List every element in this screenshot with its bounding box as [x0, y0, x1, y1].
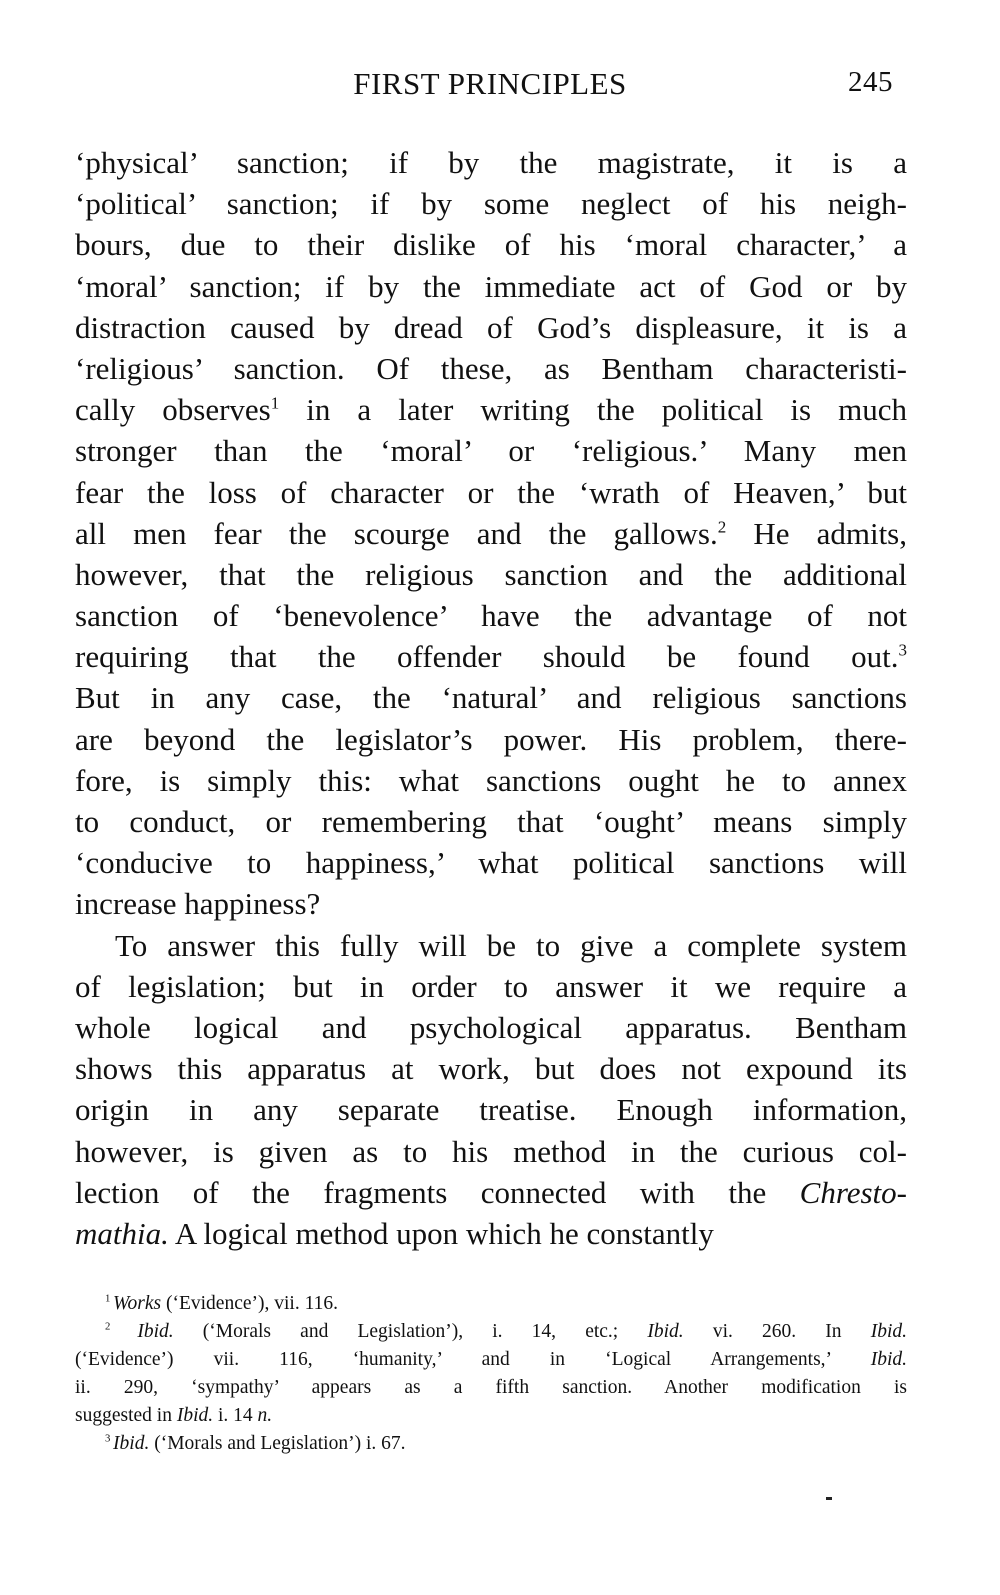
text-line: [75, 801, 907, 842]
text-segment: in a later writing the political is much: [279, 392, 907, 428]
text-segment: fear the loss of character or the ‘wrath of Heaven,’ but: [75, 474, 907, 510]
text-segment: (‘Evidence’) vii. 116, ‘humanity,’ and in ‘Logical Arrangements,’: [75, 1349, 871, 1370]
footnote-line: [75, 1346, 907, 1374]
text-segment: however, that the religious sanction and the additional: [75, 556, 907, 592]
text-segment: Ibid.: [113, 1433, 150, 1454]
text-line: [75, 925, 907, 966]
text-segment: requiring that the offender should be found out.: [75, 639, 899, 675]
text-segment: Ibid.: [870, 1321, 907, 1342]
text-segment: (‘Morals and Legislation’), i. 14, etc.;: [173, 1321, 648, 1342]
text-line: [75, 554, 907, 595]
text-segment: Works: [113, 1293, 162, 1314]
text-segment: however, is given as to his method in the curious col-: [75, 1133, 907, 1169]
text-segment: ‘political’ sanction; if by some neglect of his neigh-: [75, 186, 907, 222]
text-line: [75, 636, 907, 677]
text-line: [75, 966, 907, 1007]
text-line: [75, 266, 907, 307]
text-segment: ‘physical’ sanction; if by the magistrate, it is a: [75, 145, 907, 180]
text-segment: ii. 290, ‘sympathy’ appears as a fifth sanction. Another modification is: [75, 1377, 907, 1398]
text-line: [75, 307, 907, 348]
text-line: [75, 595, 907, 636]
text-segment: lection of the fragments connected with the: [75, 1174, 800, 1210]
text-segment: cally observes: [75, 392, 271, 428]
text-segment: To answer this fully will be to give a complete system: [115, 927, 907, 963]
text-segment: vi. 260. In: [683, 1321, 871, 1342]
footnote-line: [75, 1430, 907, 1458]
text-line: [75, 1172, 907, 1213]
text-segment: Ibid.: [176, 1405, 214, 1426]
text-segment: ‘moral’ sanction; if by the immediate act of God or by: [75, 268, 907, 304]
body-text: [75, 142, 907, 1254]
text-line: [75, 389, 907, 430]
text-segment: Ibid.: [137, 1321, 174, 1342]
text-segment: all men fear the scourge and the gallows.: [75, 515, 718, 551]
text-segment: Ibid.: [870, 1349, 907, 1370]
text-segment: stronger than the ‘moral’ or ‘religious.’ Many men: [75, 433, 907, 469]
text-line: [75, 348, 907, 389]
text-segment: fore, is simply this: what sanctions ought he to annex: [75, 762, 907, 798]
note-marker: 2: [717, 517, 727, 537]
text-line: [75, 224, 907, 265]
note-marker: 3: [105, 1432, 114, 1445]
text-line: [75, 677, 907, 718]
text-segment: suggested in: [75, 1405, 177, 1426]
text-line: [75, 430, 907, 471]
text-line: [75, 1131, 907, 1172]
text-segment: Ibid.: [647, 1321, 684, 1342]
text-segment: i. 14: [213, 1405, 258, 1426]
text-line: [75, 1213, 907, 1254]
text-segment: distraction caused by dread of God’s displeasure, it is a: [75, 309, 907, 345]
running-header-title: FIRST PRINCIPLES: [353, 66, 627, 101]
text-line: [75, 1048, 907, 1089]
footnote-line: [75, 1402, 907, 1430]
footnote-line: [75, 1290, 907, 1318]
text-line: [75, 472, 907, 513]
text-line: [75, 1089, 907, 1130]
text-line: [75, 513, 907, 554]
text-segment: A logical method upon which he constantly: [168, 1215, 714, 1251]
text-line: [75, 760, 907, 801]
text-segment: of legislation; but in order to answer it we require a: [75, 968, 907, 1004]
scan-mark: [826, 1497, 832, 1500]
text-segment: (‘Evidence’), vii. 116.: [161, 1293, 338, 1314]
text-segment: are beyond the legislator’s power. His problem, there-: [75, 721, 907, 757]
text-line: [75, 719, 907, 760]
text-line: [75, 142, 907, 183]
note-marker: 1: [270, 393, 280, 413]
footnote-line: [75, 1318, 907, 1346]
text-line: [75, 883, 907, 924]
text-segment: to conduct, or remembering that ‘ought’ means simply: [75, 804, 907, 839]
text-segment: origin in any separate treatise. Enough information,: [75, 1092, 907, 1128]
text-line: [75, 842, 907, 883]
text-segment: ‘conducive to happiness,’ what political sanctions will: [75, 845, 907, 881]
text-segment: whole logical and psychological apparatus. Bentham: [75, 1009, 907, 1045]
note-marker: 3: [898, 640, 907, 660]
text-segment: sanction of ‘benevolence’ have the advantage of not: [75, 598, 907, 634]
note-marker: 2: [105, 1320, 138, 1333]
text-segment: Chresto-: [799, 1174, 907, 1210]
page-number: 245: [848, 66, 893, 98]
footnotes: [75, 1290, 907, 1458]
text-segment: mathia.: [75, 1215, 169, 1251]
text-segment: n.: [257, 1405, 273, 1426]
footnote-line: [75, 1374, 907, 1402]
text-segment: But in any case, the ‘natural’ and religious sanctions: [75, 680, 907, 716]
text-segment: He admits,: [726, 515, 907, 551]
text-segment: shows this apparatus at work, but does not expound its: [75, 1051, 907, 1087]
text-line: [75, 183, 907, 224]
note-marker: 1: [105, 1292, 114, 1305]
text-segment: increase happiness?: [75, 886, 321, 922]
text-segment: (‘Morals and Legislation’) i. 67.: [149, 1433, 406, 1454]
text-segment: ‘religious’ sanction. Of these, as Bentham characteristi-: [75, 350, 907, 386]
text-segment: bours, due to their dislike of his ‘moral character,’ a: [75, 227, 907, 263]
text-line: [75, 1007, 907, 1048]
